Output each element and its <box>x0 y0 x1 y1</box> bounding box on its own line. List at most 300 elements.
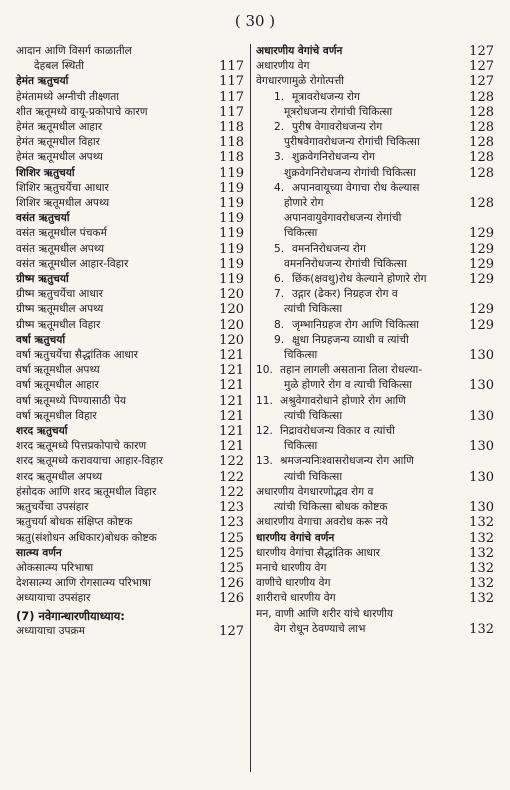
toc-entry-text: हेमंत ऋतूमधील आहार <box>16 121 103 134</box>
toc-entry-title <box>16 470 216 485</box>
toc-entry-title <box>16 74 216 89</box>
toc-entry-page: 127 <box>469 74 494 90</box>
toc-entry <box>16 591 244 606</box>
toc-entry <box>256 394 494 409</box>
toc-entry <box>16 196 244 211</box>
toc-entry-text: शिशिर ऋतुचर्येचा आधार <box>16 181 109 194</box>
toc-entry-title <box>16 378 216 393</box>
toc-entry-text: अध्यायाचा उपसंहार <box>16 592 91 605</box>
toc-entry <box>256 378 494 393</box>
toc-entry-page: 128 <box>469 120 494 136</box>
toc-entry-title <box>256 394 466 409</box>
toc-entry-text: हेमंत ऋतूमधील अपथ्य <box>16 151 103 164</box>
toc-entry-text: श्रमजन्यनिःश्वासरोधजन्य रोग आणि <box>280 455 414 468</box>
toc-entry <box>16 454 244 469</box>
toc-entry <box>16 211 244 226</box>
toc-entry-page: 117 <box>219 59 244 75</box>
toc-entry-title <box>256 135 466 150</box>
toc-entry-title <box>16 454 216 469</box>
toc-entry <box>256 44 494 59</box>
toc-entry-title <box>16 333 216 348</box>
toc-entry-page: 129 <box>469 272 494 288</box>
toc-entry <box>256 242 494 257</box>
toc-entry-title <box>256 500 466 515</box>
toc-entry-title <box>256 59 466 74</box>
toc-entry-page: 120 <box>219 287 244 303</box>
toc-entry-title <box>256 211 466 226</box>
toc-entry-title <box>16 105 216 120</box>
toc-entry-title <box>256 409 466 424</box>
toc-entry-title <box>16 576 216 591</box>
toc-entry-title <box>16 424 216 439</box>
toc-entry-text: मूत्ररोधजन्य रोगांची चिकित्सा <box>284 105 393 118</box>
toc-entry-text: पुरीष वेगावरोधजन्य रोग <box>292 121 383 134</box>
toc-entry <box>16 90 244 105</box>
toc-entry-text: शुक्रवेगनिरोधजन्य रोगांची चिकित्सा <box>284 166 416 179</box>
toc-entry-page: 121 <box>219 393 244 409</box>
toc-entry-page: 119 <box>219 180 244 196</box>
toc-entry-page: 132 <box>469 621 494 637</box>
toc-entry-page: 123 <box>219 515 244 531</box>
toc-entry-title <box>256 196 466 211</box>
toc-entry-page: 119 <box>219 165 244 181</box>
toc-entry-title <box>16 546 216 561</box>
toc-entry-page: 130 <box>469 348 494 364</box>
toc-entry-text: अश्रुवेगावरोधाने होणारे रोग आणि <box>280 394 406 407</box>
toc-entry <box>256 500 494 515</box>
toc-entry-title <box>16 226 216 241</box>
toc-entry-page: 119 <box>219 272 244 288</box>
toc-entry-title <box>256 105 466 120</box>
toc-entry <box>16 226 244 241</box>
toc-entry-title <box>16 485 216 500</box>
toc-entry-page: 121 <box>219 363 244 379</box>
toc-entry <box>16 105 244 120</box>
toc-entry-page: 119 <box>219 256 244 272</box>
toc-entry-text: शरद ऋतूमधील अपथ्य <box>16 470 103 483</box>
toc-entry-title <box>16 318 216 333</box>
toc-entry-title <box>16 609 216 624</box>
toc-entry-page: 119 <box>219 196 244 212</box>
toc-entry <box>256 166 494 181</box>
toc-entry-page: 120 <box>219 317 244 333</box>
toc-entry-text: अधारणीय वेगांचे वर्णन <box>256 45 343 57</box>
toc-entry-page: 117 <box>219 104 244 120</box>
toc-entry-page: 117 <box>219 74 244 90</box>
toc-entry <box>256 622 494 637</box>
toc-entry-number: 1. <box>274 90 285 103</box>
toc-entry-title <box>16 591 216 606</box>
toc-entry-text: धारणीय वेगांचा सैद्धांतिक आधार <box>256 546 381 559</box>
toc-entry-text: अधारणीय वेग <box>256 60 310 73</box>
toc-entry-title <box>256 546 466 561</box>
toc-entry-text: वर्षा ऋतुचर्या <box>16 333 66 346</box>
toc-entry-text: मुळे होणारे रोग व त्याची चिकित्सा <box>284 379 412 392</box>
toc-entry-number: 7. <box>274 288 285 301</box>
toc-entry-title <box>256 439 466 454</box>
toc-entry-text: होणारे रोग <box>284 197 324 210</box>
toc-entry-page: 128 <box>469 196 494 212</box>
toc-entry-page: 132 <box>469 560 494 576</box>
right-column <box>256 44 494 637</box>
toc-entry <box>16 333 244 348</box>
toc-entry-text: आदान आणि विसर्ग काळातील <box>16 45 132 57</box>
toc-entry <box>256 348 494 363</box>
toc-entry <box>16 500 244 515</box>
toc-entry-text: ग्रीष्म ऋतूमधील अपथ्य <box>16 303 104 316</box>
toc-entry <box>16 439 244 454</box>
toc-entry-title <box>16 257 216 272</box>
toc-entry <box>256 120 494 135</box>
toc-entry-text: शिशिर ऋतूमधील अपथ्य <box>16 197 110 210</box>
toc-entry-number: 12. <box>256 425 273 438</box>
toc-entry <box>256 591 494 606</box>
toc-entry <box>16 546 244 561</box>
toc-entry-title <box>256 90 466 105</box>
toc-entry-text: शिशिर ऋतुचर्या <box>16 166 75 179</box>
toc-entry-text: ग्रीष्म ऋतुचर्या <box>16 273 69 286</box>
toc-entry <box>16 44 244 59</box>
toc-entry-text: त्यांची चिकित्सा <box>284 470 343 483</box>
toc-entry <box>256 59 494 74</box>
toc-entry-title <box>16 44 216 59</box>
toc-entry-text: धारणीय वेगांचे वर्णन <box>256 531 335 544</box>
toc-entry-title <box>256 454 466 469</box>
toc-entry <box>256 607 494 622</box>
toc-entry <box>256 363 494 378</box>
toc-entry-title <box>16 409 216 424</box>
toc-entry <box>16 302 244 317</box>
toc-entry-number: 13. <box>256 455 273 468</box>
toc-entry-text: वेग रोधून ठेवण्याचे लाभ <box>274 622 366 635</box>
toc-entry-number: 3. <box>274 151 285 164</box>
toc-entry <box>256 150 494 165</box>
toc-entry <box>16 181 244 196</box>
toc-entry-title <box>256 242 466 257</box>
toc-entry-text: तहान लागली असताना तिला रोधल्या- <box>280 364 423 377</box>
toc-entry-title <box>16 439 216 454</box>
toc-entry <box>256 515 494 530</box>
toc-entry-page: 123 <box>219 500 244 516</box>
toc-entry-number: 11. <box>256 394 273 407</box>
toc-entry-text: अपानवायूच्या वेगाचा रोध केल्यास <box>292 181 420 194</box>
toc-entry-text: निद्रावरोधजन्य विकार व त्यांची <box>280 425 395 438</box>
toc-entry <box>16 150 244 165</box>
toc-entry <box>16 409 244 424</box>
toc-entry-title <box>256 150 466 165</box>
toc-entry-number: 6. <box>274 273 285 286</box>
toc-entry <box>16 135 244 150</box>
toc-entry-title <box>256 622 466 637</box>
toc-entry <box>256 424 494 439</box>
toc-entry <box>16 348 244 363</box>
toc-entry-page: 121 <box>219 348 244 364</box>
toc-entry-text: त्यांची चिकित्सा बोधक कोष्टक <box>274 501 388 514</box>
toc-entry-title <box>256 272 466 287</box>
toc-entry-page: 120 <box>219 332 244 348</box>
toc-entry <box>256 409 494 424</box>
toc-entry <box>256 257 494 272</box>
toc-entry <box>16 576 244 591</box>
toc-entry-text: हेमंत ऋतूमधील विहार <box>16 136 100 149</box>
toc-entry-number: 5. <box>274 242 285 255</box>
toc-entry-title <box>16 348 216 363</box>
toc-entry-title <box>16 302 216 317</box>
toc-entry-title <box>256 333 466 348</box>
toc-entry-page: 118 <box>219 135 244 151</box>
toc-entry-text: क्षुधा निग्रहजन्य व्याधी व त्यांची <box>292 333 409 346</box>
toc-entry-page: 129 <box>469 241 494 257</box>
toc-entry-title <box>256 302 466 317</box>
toc-entry-title <box>16 363 216 378</box>
toc-entry-page: 130 <box>469 500 494 516</box>
toc-entry <box>256 318 494 333</box>
toc-entry <box>16 287 244 302</box>
left-column <box>16 44 244 639</box>
toc-entry-page: 122 <box>219 454 244 470</box>
toc-entry-text: वसंत ऋतूमधील पंचकर्म <box>16 227 107 240</box>
page-number: ( 30 ) <box>234 12 276 30</box>
toc-entry-text: अधारणीय वेगाचा अवरोध करू नये <box>256 516 388 529</box>
toc-entry <box>16 609 244 624</box>
toc-entry-title <box>256 576 466 591</box>
toc-entry-title <box>256 287 466 302</box>
toc-entry-text: सात्म्य वर्णन <box>16 546 62 559</box>
toc-entry-text: शारीराचे धारणीय वेग <box>256 592 336 605</box>
toc-entry-text: शरद ऋतूमध्ये पित्तप्रकोपाचे कारण <box>16 440 147 453</box>
toc-entry-page: 122 <box>219 469 244 485</box>
toc-entry <box>256 287 494 302</box>
toc-entry-page: 132 <box>469 545 494 561</box>
toc-entry-number: 2. <box>274 121 285 134</box>
toc-entry-text: चिकित्सा <box>284 227 318 240</box>
toc-entry <box>256 531 494 546</box>
toc-entry-title <box>16 59 216 74</box>
toc-entry-text: ग्रीष्म ऋतूमधील विहार <box>16 318 101 331</box>
toc-entry-page: 132 <box>469 576 494 592</box>
toc-entry <box>256 211 494 226</box>
toc-entry-number: 10. <box>256 364 273 377</box>
toc-entry-title <box>16 272 216 287</box>
toc-entry-page: 127 <box>219 623 244 639</box>
toc-entry-title <box>16 150 216 165</box>
toc-entry <box>256 302 494 317</box>
toc-entry-text: त्यांची चिकित्सा <box>284 409 343 422</box>
toc-entry-title <box>256 318 466 333</box>
toc-entry-title <box>256 531 466 546</box>
toc-entry-text: ऋतुचर्येचा उपसंहार <box>16 501 89 514</box>
toc-entry-title <box>256 485 466 500</box>
toc-entry-title <box>256 348 466 363</box>
toc-entry <box>16 242 244 257</box>
toc-entry-title <box>16 624 216 639</box>
toc-entry-title <box>16 561 216 576</box>
toc-entry <box>256 576 494 591</box>
toc-entry <box>16 120 244 135</box>
toc-entry-page: 129 <box>469 226 494 242</box>
toc-entry <box>256 485 494 500</box>
toc-entry-number: 8. <box>274 318 285 331</box>
toc-entry-title <box>256 257 466 272</box>
toc-entry-title <box>16 211 216 226</box>
toc-entry <box>16 74 244 89</box>
toc-entry-page: 125 <box>219 530 244 546</box>
toc-entry-title <box>16 181 216 196</box>
toc-entry-page: 129 <box>469 317 494 333</box>
toc-entry-text: शरद ऋतुचर्या <box>16 425 68 438</box>
toc-entry-text: जृम्भानिग्रहज रोग आणि चिकित्सा <box>292 318 419 331</box>
toc-entry-text: अधारणीय वेगधारणोद्भव रोग व <box>256 485 374 498</box>
toc-entry-text: हेमंतामध्ये अग्नीची तीक्ष्णता <box>16 90 120 103</box>
toc-entry-title <box>16 196 216 211</box>
toc-entry-text: शुक्रवेगनिरोधजन्य रोग <box>292 151 375 164</box>
toc-entry-text: ओकसात्म्य परिभाषा <box>16 561 94 574</box>
toc-entry-page: 132 <box>469 591 494 607</box>
toc-entry-page: 130 <box>469 469 494 485</box>
toc-entry <box>16 378 244 393</box>
toc-entry-page: 120 <box>219 302 244 318</box>
toc-entry-title <box>256 181 466 196</box>
toc-entry-text: वसंत ऋतूमधील आहार-विहार <box>16 257 129 270</box>
toc-entry-text: वाणीचे धारणीय वेग <box>256 577 331 590</box>
toc-entry-text: ग्रीष्म ऋतुचर्येचा आधार <box>16 288 103 301</box>
toc-entry-title <box>256 591 466 606</box>
toc-entry-text: मूत्रावरोधजन्य रोग <box>292 90 360 103</box>
toc-entry <box>256 74 494 89</box>
toc-entry <box>256 561 494 576</box>
toc-entry-page: 126 <box>219 576 244 592</box>
toc-entry <box>256 196 494 211</box>
toc-entry-text: चिकित्सा <box>284 440 318 453</box>
column-divider <box>250 44 251 772</box>
toc-entry-text: पुरीषवेगावरोधजन्य रोगांची चिकित्सा <box>284 136 420 149</box>
toc-entry-text: चिकित्सा <box>284 349 318 362</box>
toc-entry <box>256 470 494 485</box>
toc-entry-title <box>16 515 216 530</box>
toc-entry <box>16 515 244 530</box>
toc-entry-title <box>16 531 216 546</box>
toc-entry-text: ऋतु(संशोधन अधिकार)बोधक कोष्टक <box>16 531 157 544</box>
toc-entry-page: 125 <box>219 560 244 576</box>
toc-entry-text: वसंत ऋतुचर्या <box>16 212 70 225</box>
toc-entry-text: मन, वाणी आणि शरीर यांचे धारणीय <box>256 607 394 620</box>
toc-entry-title <box>256 363 466 378</box>
toc-entry <box>16 272 244 287</box>
toc-entry-title <box>16 135 216 150</box>
toc-entry <box>256 333 494 348</box>
toc-entry-page: 130 <box>469 378 494 394</box>
toc-entry-title <box>256 424 466 439</box>
toc-entry-text: देशसात्म्य आणि रोगसात्म्य परिभाषा <box>16 577 151 590</box>
toc-entry-page: 128 <box>469 104 494 120</box>
toc-entry-title <box>256 74 466 89</box>
toc-entry-title <box>256 515 466 530</box>
toc-entry <box>16 531 244 546</box>
toc-entry-page: 129 <box>469 302 494 318</box>
toc-entry-text: वर्षा ऋतुचर्येचा सैद्धांतिक आधार <box>16 349 138 362</box>
toc-entry-text: हेमंत ऋतुचर्या <box>16 75 69 88</box>
toc-entry-page: 121 <box>219 378 244 394</box>
toc-entry-page: 118 <box>219 120 244 136</box>
toc-entry <box>16 470 244 485</box>
toc-entry-title <box>256 120 466 135</box>
toc-entry-page: 118 <box>219 150 244 166</box>
toc-entry-title <box>256 44 466 59</box>
toc-entry <box>256 135 494 150</box>
toc-entry-text: अध्यायाचा उपक्रम <box>16 624 85 637</box>
toc-entry-page: 125 <box>219 545 244 561</box>
toc-entry <box>16 561 244 576</box>
toc-entry-text: शीत ऋतूमध्ये वायू-प्रकोपाचे कारण <box>16 105 148 118</box>
toc-entry-title <box>256 561 466 576</box>
toc-entry-page: 121 <box>219 439 244 455</box>
toc-entry-title <box>16 394 216 409</box>
toc-entry-title <box>256 607 466 622</box>
toc-entry-title <box>256 378 466 393</box>
toc-entry-page: 128 <box>469 150 494 166</box>
toc-entry-page: 130 <box>469 408 494 424</box>
toc-entry <box>256 226 494 241</box>
toc-entry-text: वर्षा ऋतूमध्ये पिण्यासाठी पेय <box>16 394 127 407</box>
toc-entry <box>16 624 244 639</box>
toc-entry-title <box>256 470 466 485</box>
toc-entry-number: 4. <box>274 181 285 194</box>
toc-entry-title <box>16 500 216 515</box>
toc-entry-page: 130 <box>469 439 494 455</box>
toc-entry-page: 121 <box>219 408 244 424</box>
toc-entry <box>16 394 244 409</box>
toc-entry-text: वर्षा ऋतूमधील विहार <box>16 409 97 422</box>
toc-entry-page: 132 <box>469 515 494 531</box>
toc-entry-page: 119 <box>219 226 244 242</box>
toc-entry-text: ऋतुचर्या बोधक संक्षिप्त कोष्टक <box>16 516 133 529</box>
toc-entry-page: 126 <box>219 591 244 607</box>
toc-entry-page: 127 <box>469 59 494 75</box>
toc-entry <box>16 59 244 74</box>
toc-entry-text: अपानवायुवेगावरोधजन्य रोगांची <box>284 212 402 225</box>
toc-entry-page: 132 <box>469 530 494 546</box>
toc-entry-title <box>16 242 216 257</box>
toc-entry-page: 127 <box>469 44 494 59</box>
toc-entry <box>256 105 494 120</box>
toc-entry-page: 128 <box>469 165 494 181</box>
toc-entry-page: 128 <box>469 135 494 151</box>
toc-entry <box>256 272 494 287</box>
toc-entry-title <box>16 166 216 181</box>
toc-entry-page: 119 <box>219 211 244 227</box>
toc-entry-page: 128 <box>469 89 494 105</box>
toc-entry <box>256 90 494 105</box>
toc-entry <box>256 439 494 454</box>
toc-entry <box>256 454 494 469</box>
toc-entry-page: 121 <box>219 424 244 440</box>
toc-entry-text: वमननिरोधजन्य रोग <box>292 242 366 255</box>
toc-entry-page: 117 <box>219 89 244 105</box>
toc-entry-number: 9. <box>274 333 285 346</box>
toc-entry <box>16 166 244 181</box>
toc-entry-page: 129 <box>469 256 494 272</box>
toc-entry-text: छिंक(क्षवथु)रोध केल्याने होणारे रोग <box>292 273 427 286</box>
toc-entry-title <box>16 90 216 105</box>
toc-entry-text: हंसोदक आणि शरद ऋतूमधील विहार <box>16 485 157 498</box>
toc-entry-page: 119 <box>219 241 244 257</box>
toc-entry-text: वमननिरोधजन्य रोगांची चिकित्सा <box>284 257 407 270</box>
toc-entry <box>16 424 244 439</box>
toc-entry-text: शरद ऋतूमध्ये करावयाचा आहार-विहार <box>16 455 163 468</box>
toc-entry-text: उद्गार (ढेकर) निग्रहज रोग व <box>292 288 398 301</box>
toc-entry <box>256 181 494 196</box>
toc-entry-text: देहबल स्थिती <box>34 60 85 73</box>
